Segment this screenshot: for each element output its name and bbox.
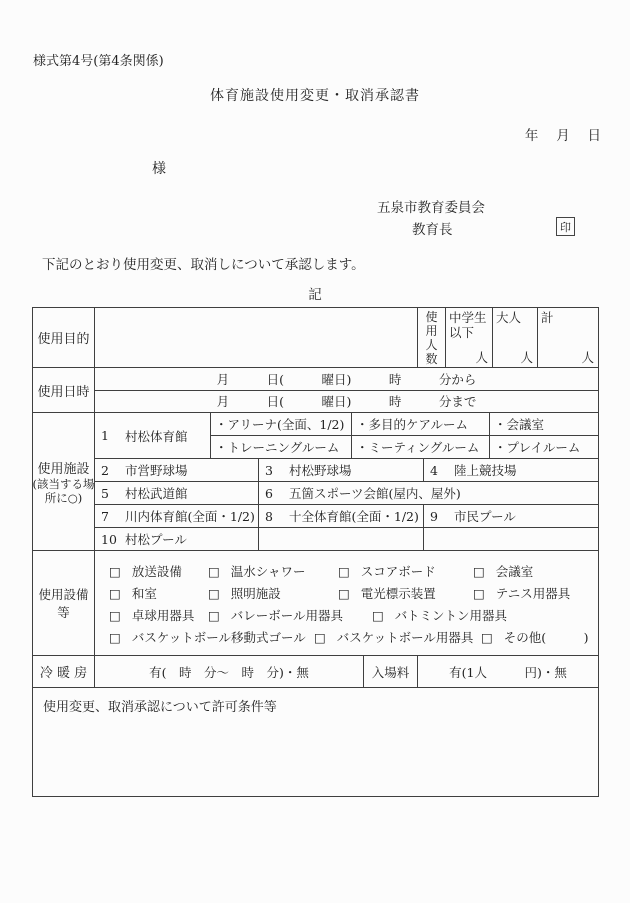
admission-label: 入場料: [364, 656, 418, 687]
equipment-line-3: [95, 605, 598, 627]
facility-6-cell: [259, 482, 598, 504]
row-equipment: [33, 551, 598, 656]
equipment-item: バトミントン用器具: [394, 608, 508, 623]
facility-6-name: 五箇スポーツ会館(屋内、屋外): [289, 486, 461, 501]
facility-8-cell: [259, 505, 424, 527]
checkbox-icon: □: [480, 630, 493, 645]
facility-empty-cell: [259, 528, 424, 550]
checkbox-icon: □: [109, 586, 121, 601]
facility-2-number: 2: [101, 462, 109, 478]
option-play-room: ・プレイルーム: [494, 440, 581, 455]
facility-note-line1: (該当する場: [32, 477, 95, 491]
row-usage-datetime: [33, 368, 598, 413]
equipment-item: テニス用器具: [495, 586, 571, 601]
usage-purpose-blank-cell: [95, 308, 418, 367]
equipment-item: その他( ): [503, 630, 589, 645]
facility-1-number: 1: [101, 428, 109, 443]
equipment-label: 使用設備等: [33, 551, 95, 655]
row-usage-facility: [33, 413, 598, 551]
datetime-from-line: 月 日( 曜日) 時 分から: [95, 368, 598, 391]
usage-datetime-label: 使用日時: [33, 368, 95, 412]
facility-row-2-4: [95, 459, 598, 482]
checkbox-icon: □: [207, 586, 220, 601]
unit-persons: 人: [475, 350, 488, 365]
checkbox-icon: □: [337, 586, 350, 601]
count-adult-label: 大人: [496, 310, 522, 325]
facility-10-name: 村松プール: [125, 532, 187, 547]
equipment-item: 和室: [131, 586, 157, 601]
count-total-label: 計: [541, 310, 554, 325]
equipment-item: 会議室: [495, 564, 534, 579]
equipment-item: 放送設備: [131, 564, 182, 579]
facility-row-5-6: [95, 482, 598, 505]
facility-1-options-row1: [211, 413, 598, 436]
facility-3-number: 3: [265, 462, 273, 478]
equipment-line-2: [95, 583, 598, 605]
count-junior-label: 中学生以下: [449, 310, 487, 340]
equipment-item: 温水シャワー: [230, 564, 306, 579]
addressee-honorific: 様: [152, 161, 166, 177]
climate-value: 有( 時 分～ 時 分)・無: [95, 656, 364, 687]
facility-5-number: 5: [101, 485, 109, 501]
facility-note-line2: 所に○): [44, 491, 83, 505]
facility-7-cell: [95, 505, 259, 527]
equipment-item: 照明施設: [230, 586, 281, 601]
equipment-item: 電光標示装置: [360, 586, 436, 601]
checkbox-icon: □: [207, 564, 220, 579]
facility-8-name: 十全体育館(全面・1/2): [289, 509, 419, 524]
facility-9-number: 9: [430, 508, 438, 524]
issuer-organization: 五泉市教育委員会: [377, 200, 485, 216]
facility-3-name: 村松野球場: [289, 463, 352, 478]
facility-4-number: 4: [430, 462, 438, 478]
checkbox-icon: □: [313, 630, 326, 645]
count-junior-cell: [446, 308, 493, 367]
record-marker: 記: [308, 287, 322, 303]
user-count-label: 使用人数: [418, 308, 446, 367]
equipment-line-1: [95, 561, 598, 583]
facility-1-options-row2: [211, 436, 598, 458]
conditions-label: 使用変更、取消承認について許可条件等: [43, 700, 277, 715]
facility-1-name: 村松体育館: [125, 428, 188, 444]
facility-4-name: 陸上競技場: [454, 463, 517, 478]
facility-10-cell: [95, 528, 259, 550]
facility-3-cell: [259, 459, 424, 481]
facility-row-10: [95, 528, 598, 550]
checkbox-icon: □: [207, 608, 220, 623]
issuer-title: 教育長: [412, 222, 453, 238]
facility-row-7-9: [95, 505, 598, 528]
facility-5-name: 村松武道館: [125, 486, 188, 501]
row-usage-purpose: [33, 308, 598, 368]
document-title: 体育施設使用変更・取消承認書: [210, 88, 420, 104]
datetime-to-line: 月 日( 曜日) 時 分まで: [216, 394, 477, 410]
facility-7-name: 川内体育館(全面・1/2): [125, 509, 255, 524]
count-adult-cell: [493, 308, 538, 367]
facility-7-number: 7: [101, 508, 109, 524]
facility-6-number: 6: [265, 485, 273, 501]
facility-9-cell: [424, 505, 598, 527]
equipment-item: バスケットボール移動式ゴール: [131, 630, 306, 645]
checkbox-icon: □: [337, 564, 350, 579]
checkbox-icon: □: [472, 586, 485, 601]
count-total-cell: [538, 308, 598, 367]
checkbox-icon: □: [371, 608, 384, 623]
seal-mark: 印: [556, 217, 575, 236]
checkbox-icon: □: [109, 564, 121, 579]
usage-facility-label: [33, 413, 95, 550]
facility-4-cell: [424, 459, 598, 481]
facility-2-name: 市営野球場: [125, 463, 188, 478]
option-meeting-room2: ・ミーティングルーム: [352, 436, 490, 458]
approval-statement: 下記のとおり使用変更、取消しについて承認します。: [42, 257, 365, 273]
approval-table: [32, 307, 599, 797]
usage-purpose-label: 使用目的: [33, 308, 95, 367]
option-meeting-room1: ・会議室: [494, 417, 545, 432]
facility-label-text: 使用施設: [37, 462, 90, 477]
equipment-area: [95, 551, 598, 655]
unit-persons: 人: [520, 350, 533, 365]
facility-9-name: 市民プール: [454, 509, 516, 524]
facility-10-number: 10: [101, 531, 117, 547]
form-number: 様式第4号(第4条関係): [33, 54, 164, 69]
facility-8-number: 8: [265, 508, 273, 524]
row-conditions: [33, 688, 598, 796]
equipment-item: バスケットボール用器具: [336, 630, 474, 645]
equipment-item: バレーボール用器具: [230, 608, 344, 623]
unit-persons: 人: [581, 350, 594, 365]
facility-empty-cell: [424, 528, 598, 550]
equipment-item: 卓球用器具: [131, 608, 195, 623]
equipment-line-4: [95, 627, 598, 649]
row-climate: [33, 656, 598, 688]
climate-label: 冷 暖 房: [33, 656, 95, 687]
equipment-item: スコアボード: [360, 564, 436, 579]
admission-value: 有(1人 円)・無: [449, 664, 567, 680]
facility-5-cell: [95, 482, 259, 504]
option-arena: ・アリーナ(全面、1/2): [211, 413, 352, 435]
option-care-room: ・多目的ケアルーム: [352, 413, 490, 435]
facility-1-cell: [95, 413, 211, 458]
option-training-room: ・トレーニングルーム: [211, 436, 352, 458]
checkbox-icon: □: [109, 630, 121, 645]
date-line: 年 月 日: [524, 128, 601, 144]
checkbox-icon: □: [472, 564, 485, 579]
facility-2-cell: [95, 459, 259, 481]
facility-1-row: [95, 413, 598, 459]
checkbox-icon: □: [109, 608, 121, 623]
